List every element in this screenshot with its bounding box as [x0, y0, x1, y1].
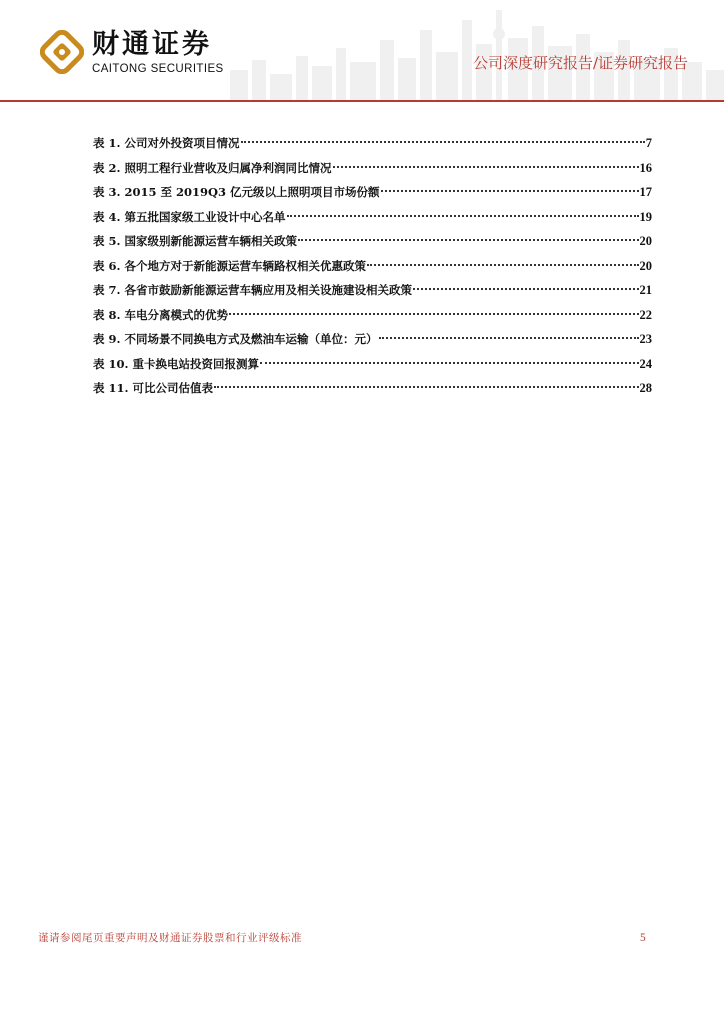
toc-entry-label: 表 7. 各省市鼓励新能源运营车辆应用及相关设施建设相关政策 [93, 283, 413, 297]
toc-entry-label: 表 3. 2015 至 2019Q3 亿元级以上照明项目市场份额 [93, 185, 380, 199]
dot-leader [381, 178, 639, 192]
toc-entry[interactable] [93, 278, 652, 303]
toc-entry-label: 表 4. 第五批国家级工业设计中心名单 [93, 209, 286, 224]
page-header [0, 0, 724, 104]
toc-entry-page: 22 [639, 307, 652, 322]
toc-entry[interactable] [93, 180, 652, 205]
dot-leader [413, 276, 638, 290]
toc-entry-label: 表 8. 车电分离模式的优势 [93, 307, 229, 322]
toc-entry-page: 21 [639, 283, 652, 297]
toc-entry[interactable] [93, 352, 652, 377]
toc-entry-label: 表 10. 重卡换电站投资回报测算 [93, 356, 260, 371]
toc-entry-page: 19 [639, 209, 652, 224]
toc-entry[interactable] [93, 376, 652, 401]
toc-entry-page: 17 [639, 185, 652, 199]
toc-entry[interactable] [93, 205, 652, 230]
toc-entry-page: 28 [639, 381, 652, 395]
toc-entry-label: 表 5. 国家级别新能源运营车辆相关政策 [93, 234, 298, 248]
caitong-logo-icon [40, 30, 84, 74]
toc-entry-label: 表 2. 照明工程行业营收及归属净利润同比情况 [93, 160, 332, 175]
dot-leader [229, 301, 638, 315]
toc-entry-page: 20 [639, 258, 652, 273]
dot-leader [298, 227, 638, 241]
header-divider [0, 100, 724, 102]
brand-name-chinese: 财通证券 [92, 29, 212, 60]
dot-leader [333, 154, 639, 168]
toc-entry-label: 表 6. 各个地方对于新能源运营车辆路权相关优惠政策 [93, 258, 367, 273]
dot-leader [241, 129, 645, 143]
toc-entry-label: 表 1. 公司对外投资项目情况 [93, 136, 240, 150]
toc-entry-page: 16 [639, 160, 652, 175]
toc-entry[interactable] [93, 156, 652, 181]
toc-entry-page: 20 [639, 234, 652, 248]
table-of-tables [93, 131, 652, 401]
toc-entry[interactable] [93, 327, 652, 352]
toc-entry[interactable] [93, 303, 652, 328]
report-type-label: 公司深度研究报告/证券研究报告 [472, 54, 688, 72]
page-number: 5 [640, 932, 646, 944]
dot-leader [367, 252, 638, 266]
toc-entry-page: 24 [639, 356, 652, 371]
dot-leader [287, 203, 639, 217]
brand-name-english: CAITONG SECURITIES [92, 63, 224, 75]
toc-entry-label: 表 9. 不同场景不同换电方式及燃油车运输（单位：元） [93, 332, 378, 346]
toc-entry[interactable] [93, 131, 652, 156]
dot-leader [260, 350, 638, 364]
dot-leader [379, 325, 639, 339]
toc-entry-label: 表 11. 可比公司估值表 [93, 381, 214, 395]
toc-entry[interactable] [93, 229, 652, 254]
disclaimer-note: 谨请参阅尾页重要声明及财通证券股票和行业评级标准 [38, 932, 302, 944]
toc-entry-page: 23 [639, 332, 652, 346]
dot-leader [214, 374, 638, 388]
toc-entry[interactable] [93, 254, 652, 279]
toc-entry-page: 7 [645, 136, 652, 150]
